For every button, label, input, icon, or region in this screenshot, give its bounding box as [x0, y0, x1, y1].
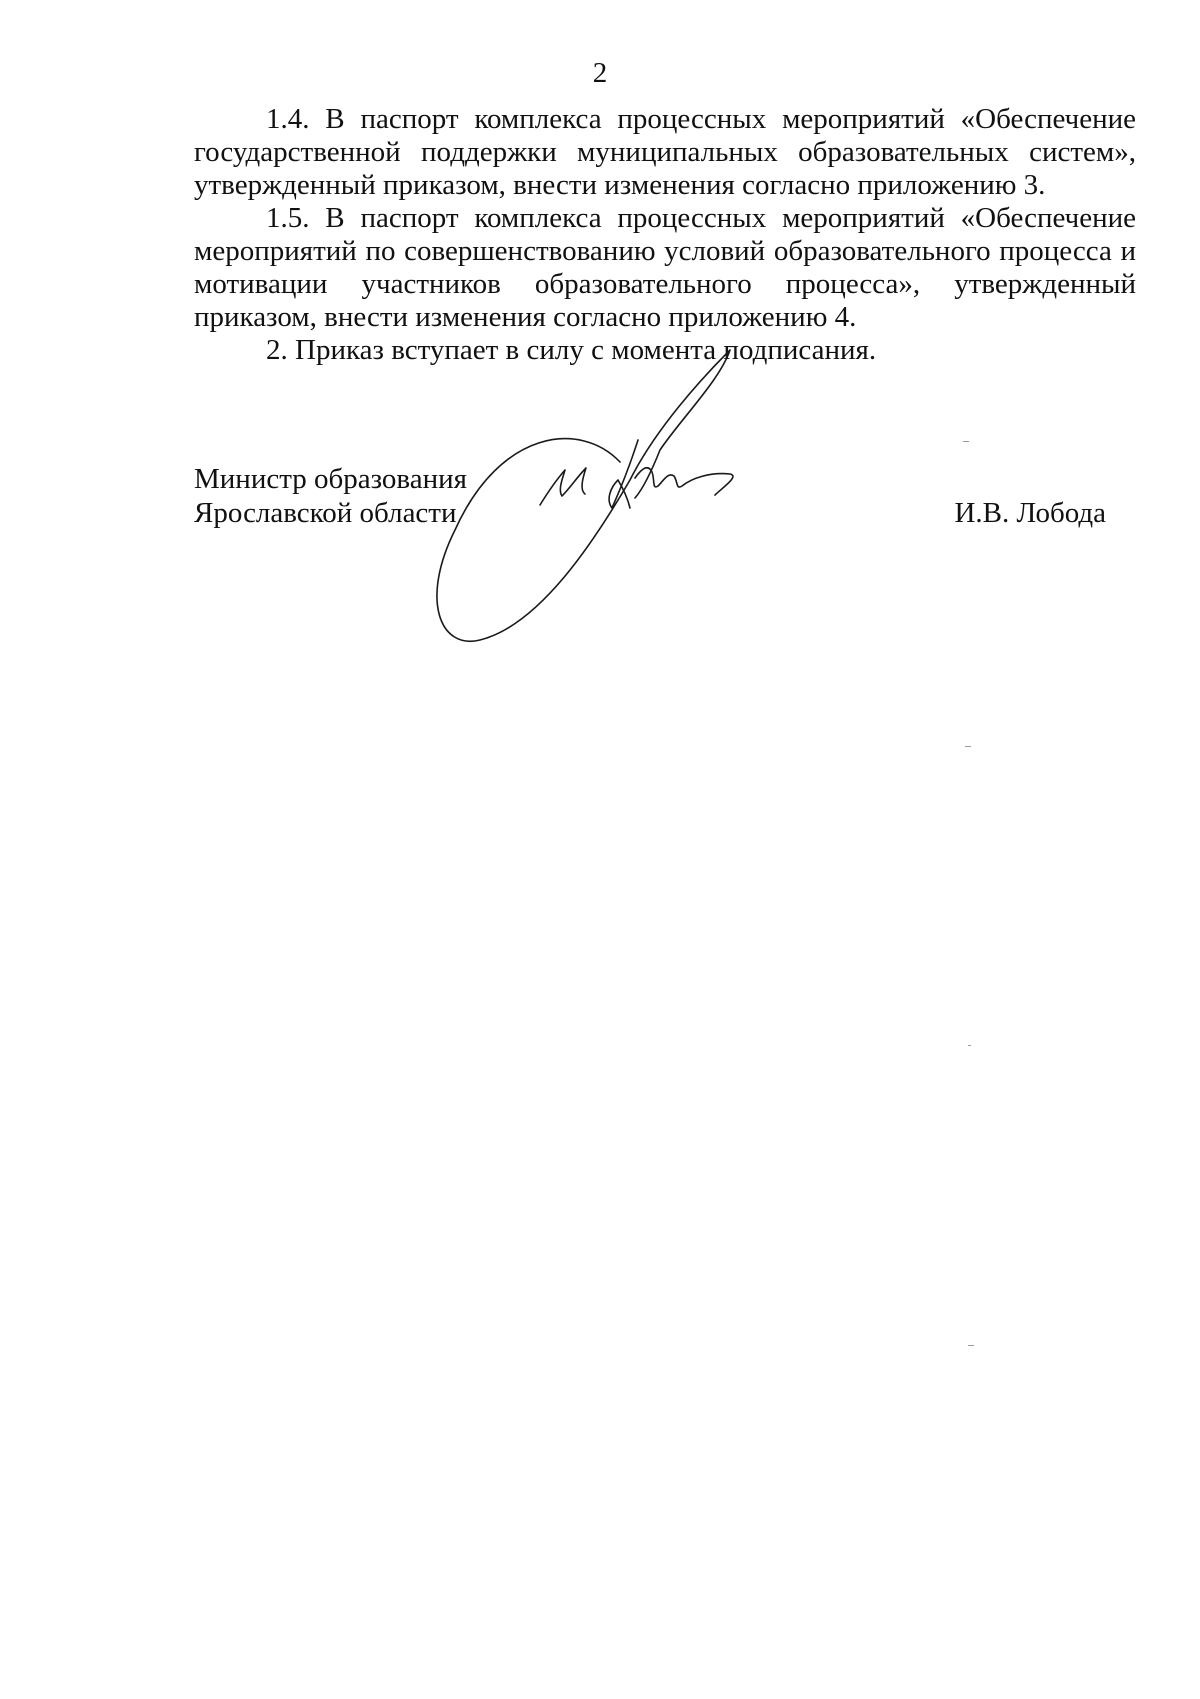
signer-name: И.В. Лобода: [954, 497, 1106, 529]
document-body: [194, 103, 1136, 367]
scan-speck: [963, 441, 969, 442]
scan-speck: [965, 746, 971, 747]
scan-speck: [968, 1345, 974, 1346]
signature-left-stroke: [540, 468, 586, 505]
signature-right-stroke: [635, 468, 733, 495]
handwritten-signature: [430, 340, 780, 710]
page-number: 2: [592, 57, 608, 89]
signer-position-line-2: Ярославской области: [194, 497, 457, 529]
signature-loop-stroke: [437, 350, 730, 641]
paragraph-2: 2. Приказ вступает в силу с момента подписания.: [266, 334, 877, 366]
scan-speck: [968, 1045, 971, 1046]
signer-position-line-1: Министр образования: [194, 463, 467, 495]
signer-position: [194, 462, 467, 530]
paragraph-1-4: 1.4. В паспорт комплекса процессных мероприятий «Обеспечение государственной поддержки муниципальных образовательных систем», утвержденный приказом, внести изменения согласно приложению 3.: [194, 103, 1136, 201]
paragraph-1-5: 1.5. В паспорт комплекса процессных мероприятий «Обеспечение мероприятий по совершенствованию условий образовательного процесса и мотивации участников образовательного процесса», утвержденный приказом, внести изменения согласно приложению 4.: [194, 202, 1136, 333]
